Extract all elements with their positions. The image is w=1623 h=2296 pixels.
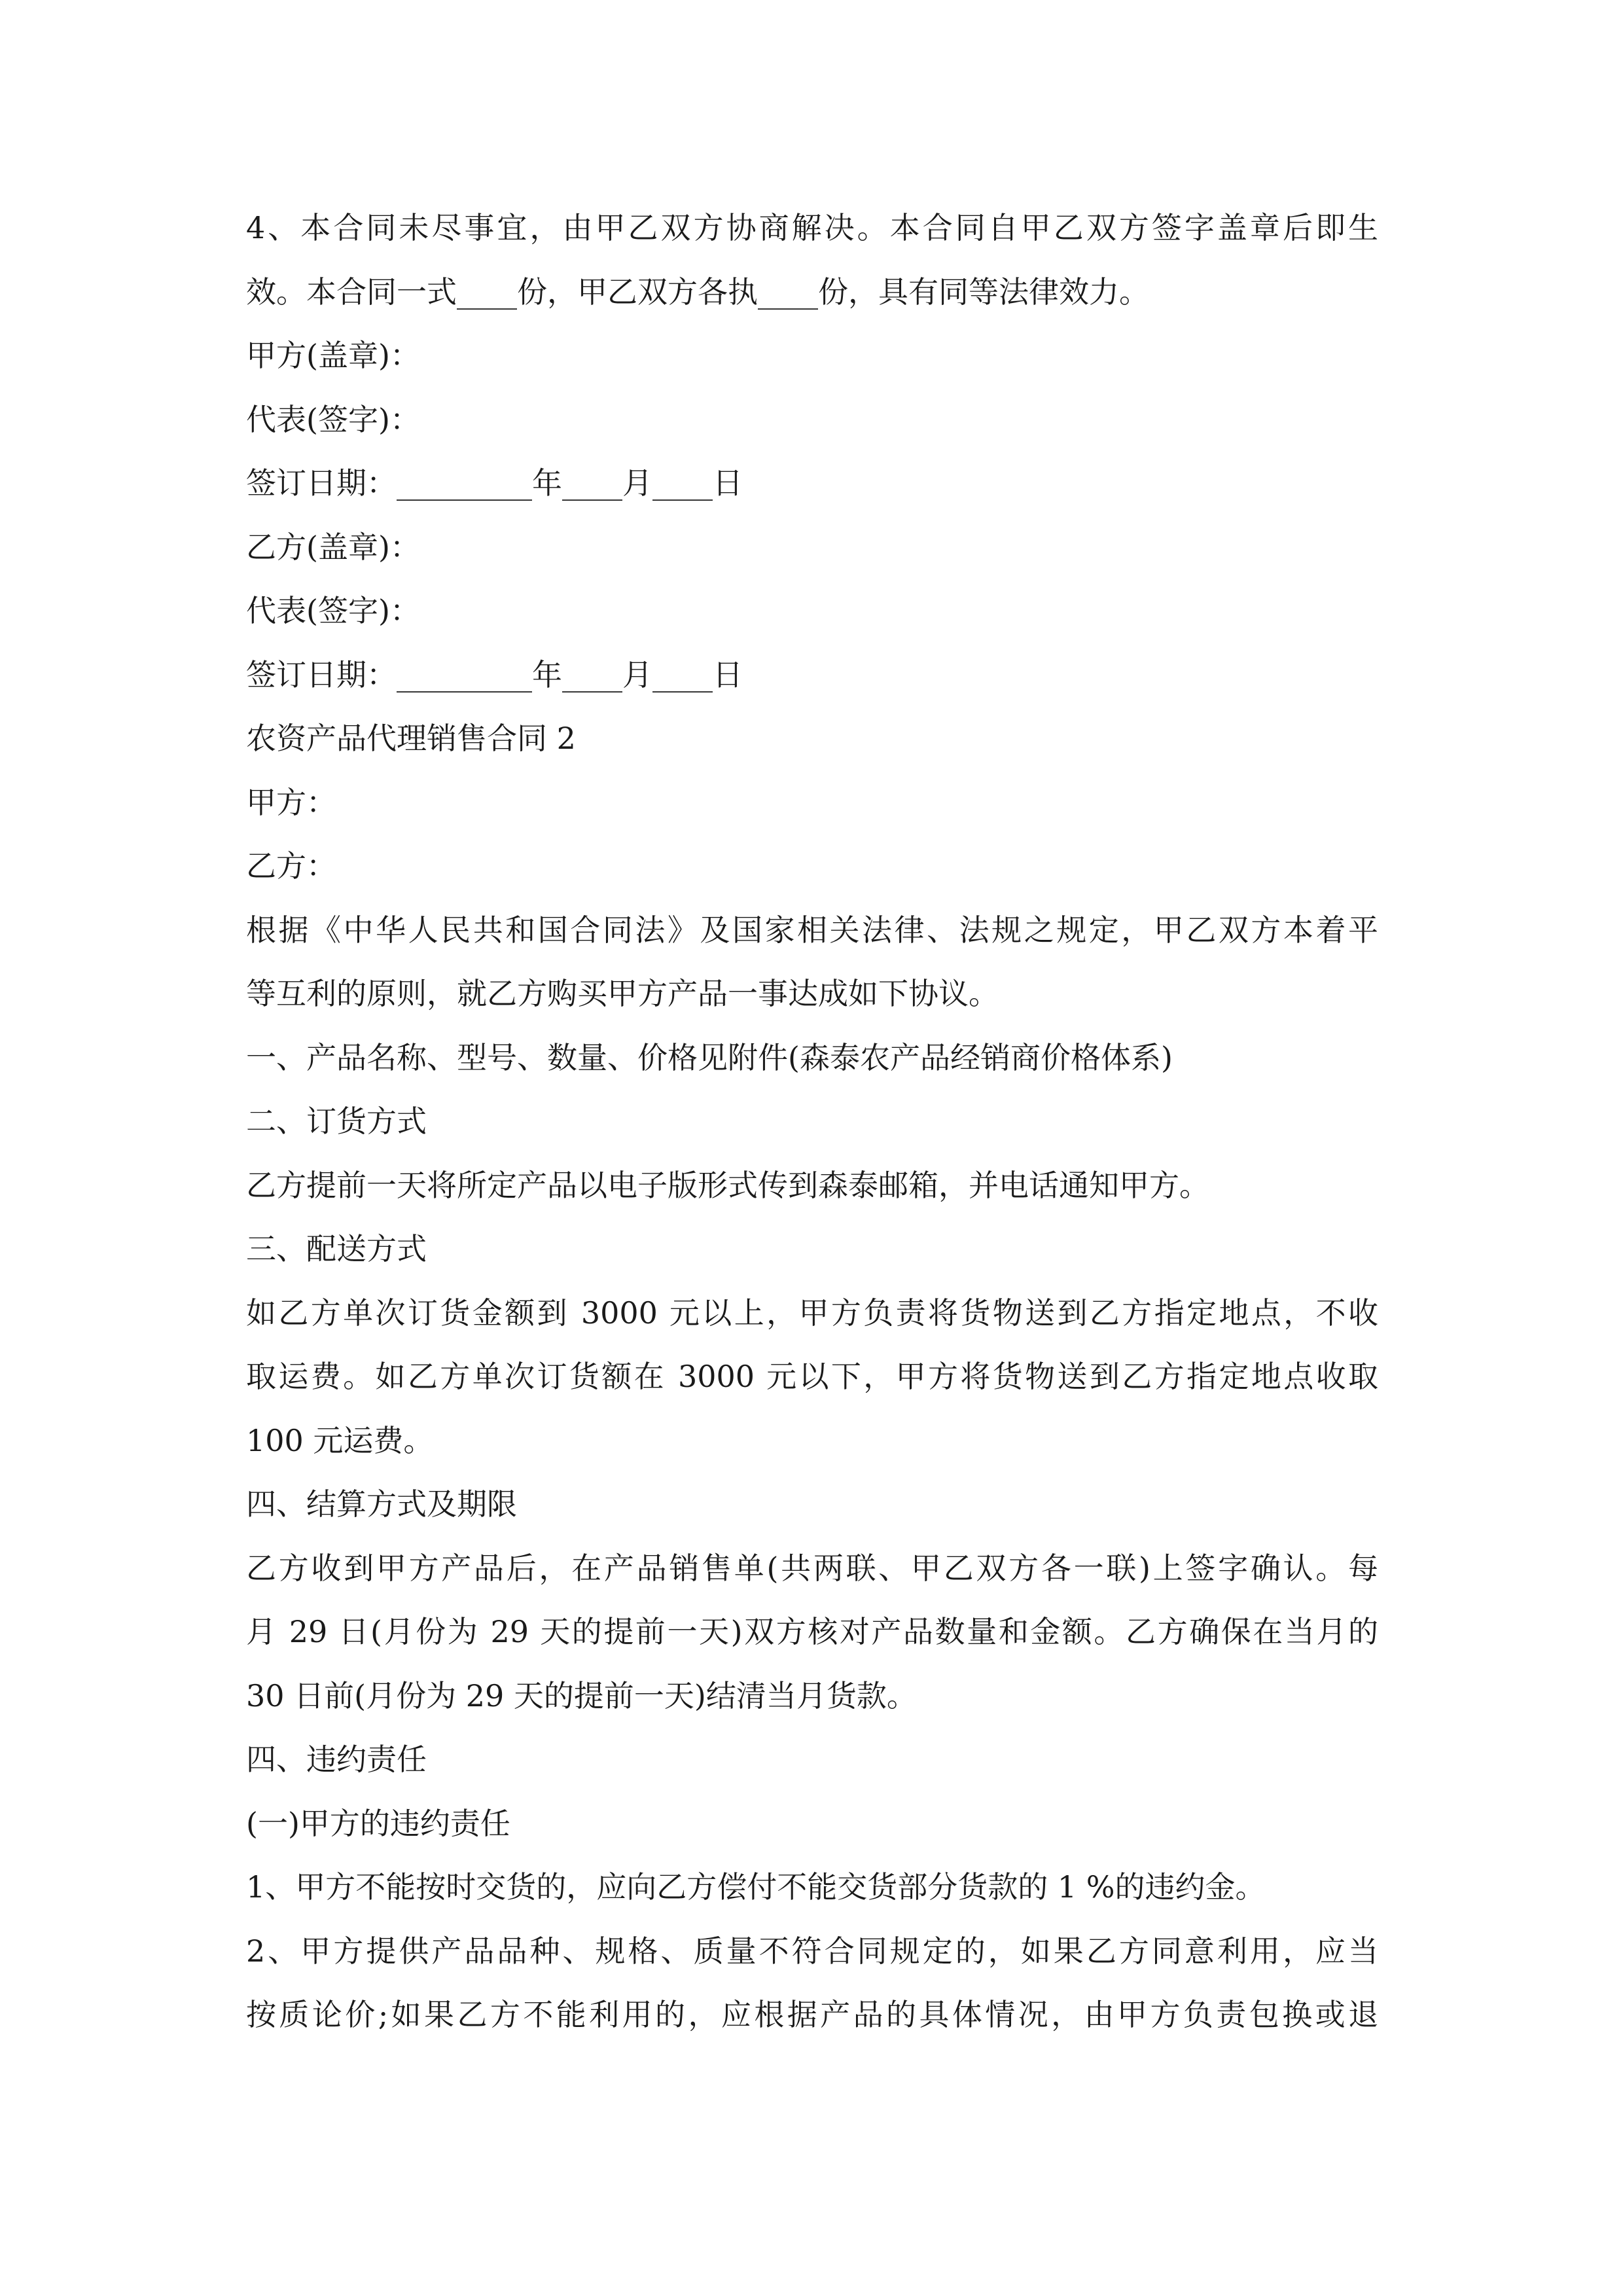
section-heading: 四、结算方式及期限 (246, 1486, 517, 1522)
section-heading: 一、产品名称、型号、数量、价格见附件(森泰农产品经销商价格体系) (246, 1039, 1173, 1075)
text-line: 根据《中华人民共和国合同法》及国家相关法律、法规之规定，甲乙双方本着平 (246, 912, 1378, 948)
text-line: 乙方提前一天将所定产品以电子版形式传到森泰邮箱，并电话通知甲方。 (246, 1167, 1209, 1203)
contract-title: 农资产品代理销售合同 2 (246, 721, 576, 756)
section-heading: 二、订货方式 (246, 1103, 427, 1139)
text-line: 等互利的原则，就乙方购买甲方产品一事达成如下协议。 (246, 976, 999, 1011)
contract-text (246, 196, 1378, 2047)
party-b-sign-date: 签订日期：_________年____月____日 (246, 656, 743, 692)
section-heading: 四、违约责任 (246, 1742, 427, 1777)
party-b-representative-label: 代表(签字)： (246, 593, 420, 628)
text-line: 取运费。如乙方单次订货额在 3000 元以下，甲方将货物送到乙方指定地点收取 (246, 1359, 1378, 1394)
text-line: 月 29 日(月份为 29 天的提前一天)双方核对产品数量和金额。乙方确保在当月的 (246, 1614, 1378, 1649)
party-a-seal-label: 甲方(盖章)： (246, 338, 420, 373)
text-line: 如乙方单次订货金额到 3000 元以上，甲方负责将货物送到乙方指定地点，不收 (246, 1295, 1378, 1331)
section-heading: 三、配送方式 (246, 1231, 427, 1266)
text-line: 100 元运费。 (246, 1422, 434, 1458)
party-a-label: 甲方： (246, 784, 336, 820)
party-a-sign-date: 签订日期：_________年____月____日 (246, 465, 743, 501)
party-b-seal-label: 乙方(盖章)： (246, 529, 420, 565)
text-line: 4、本合同未尽事宜，由甲乙双方协商解决。本合同自甲乙双方签字盖章后即生 (246, 210, 1378, 245)
text-line: 效。本合同一式____份，甲乙双方各执____份，具有同等法律效力。 (246, 274, 1149, 310)
party-b-label: 乙方： (246, 848, 336, 884)
text-line: 按质论价;如果乙方不能利用的，应根据产品的具体情况，由甲方负责包换或退 (246, 1997, 1378, 2032)
text-line: 1、甲方不能按时交货的，应向乙方偿付不能交货部分货款的 1 %的违约金。 (246, 1869, 1266, 1905)
text-line: 乙方收到甲方产品后，在产品销售单(共两联、甲乙双方各一联)上签字确认。每 (246, 1550, 1378, 1586)
subsection-heading: (一)甲方的违约责任 (246, 1805, 510, 1841)
text-line: 30 日前(月份为 29 天的提前一天)结清当月货款。 (246, 1677, 917, 1713)
party-a-representative-label: 代表(签字)： (246, 401, 420, 437)
text-line: 2、甲方提供产品品种、规格、质量不符合同规定的，如果乙方同意利用，应当 (246, 1933, 1378, 1969)
